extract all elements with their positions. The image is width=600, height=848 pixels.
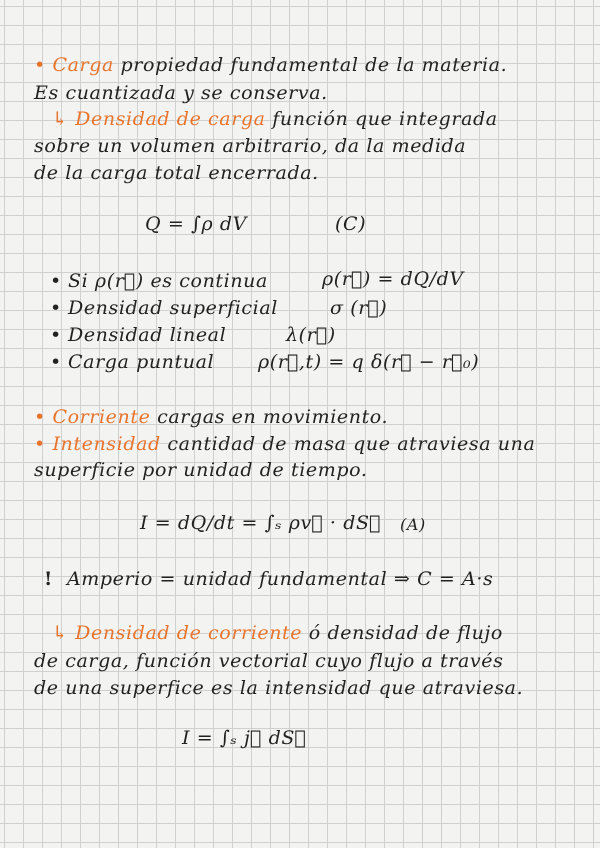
densidad-corriente-line-2 bbox=[34, 650, 503, 672]
carga-definition: propiedad fundamental de la materia. bbox=[113, 54, 508, 76]
densidad-corriente-line bbox=[52, 622, 503, 644]
bullet-dot-icon: • bbox=[50, 270, 62, 292]
bullet-math: ρ(r⃗) = dQ/dV bbox=[322, 268, 464, 290]
charge-formula bbox=[145, 213, 247, 235]
densidad-carga-line-2 bbox=[34, 135, 466, 157]
bullet-surface bbox=[50, 297, 278, 319]
bullet-dot-icon: • bbox=[50, 324, 62, 346]
bullet-dot-icon: • bbox=[50, 297, 62, 319]
densidad-corriente-text-3: de una superfice es la intensidad que atraviesa. bbox=[34, 677, 524, 699]
current-formula-text: I = dQ/dt = ∫ₛ ρv⃗ · dS⃗ bbox=[140, 512, 381, 534]
intensidad-line-2 bbox=[34, 459, 367, 481]
carga-term: • Carga bbox=[34, 54, 114, 76]
current-density-formula bbox=[182, 727, 306, 749]
carga-properties-line bbox=[34, 82, 328, 104]
current-formula bbox=[140, 512, 381, 534]
intensidad-text-2: superficie por unidad de tiempo. bbox=[34, 459, 368, 481]
densidad-carga-line-3 bbox=[34, 162, 319, 184]
amperio-note-text: Amperio = unidad fundamental ⇒ C = A·s bbox=[66, 568, 494, 590]
bullet-point-math bbox=[258, 351, 479, 373]
charge-formula-text: Q = ∫ρ dV bbox=[145, 213, 247, 235]
bullet-linear bbox=[50, 324, 226, 346]
corriente-term: • Corriente bbox=[34, 406, 151, 428]
corriente-definition: cargas en movimiento. bbox=[150, 406, 389, 428]
densidad-carga-definition: función que integrada bbox=[265, 108, 498, 130]
carga-definition-line bbox=[34, 54, 507, 76]
current-unit-text: (A) bbox=[400, 515, 426, 534]
charge-unit bbox=[335, 213, 366, 235]
bullet-continuous-math bbox=[322, 268, 464, 290]
bullet-continuous bbox=[50, 270, 268, 292]
bullet-point bbox=[50, 351, 214, 373]
bullet-surface-math bbox=[330, 297, 387, 319]
intensidad-term: • Intensidad bbox=[34, 433, 161, 455]
carga-properties: Es cuantizada y se conserva. bbox=[34, 82, 328, 104]
densidad-corriente-term: Densidad de corriente bbox=[75, 622, 303, 644]
current-unit bbox=[400, 515, 426, 534]
corriente-line bbox=[34, 406, 388, 428]
densidad-corriente-text-2: de carga, función vectorial cuyo flujo a través bbox=[34, 650, 504, 672]
bullet-linear-math bbox=[286, 324, 336, 346]
intensidad-definition: cantidad de masa que atraviesa una bbox=[160, 433, 536, 455]
densidad-carga-term: Densidad de carga bbox=[75, 108, 266, 130]
amperio-note bbox=[44, 568, 493, 590]
bullet-text: Densidad superficial bbox=[68, 297, 278, 319]
sub-arrow-icon: ↳ bbox=[52, 108, 69, 130]
densidad-corriente-definition: ó densidad de flujo bbox=[302, 622, 503, 644]
densidad-corriente-line-3 bbox=[34, 677, 523, 699]
bullet-text: Si ρ(r⃗) es continua bbox=[68, 270, 268, 292]
exclamation-icon: ! bbox=[44, 568, 53, 590]
densidad-carga-text-3: de la carga total encerrada. bbox=[34, 162, 319, 184]
charge-unit-text: (C) bbox=[335, 213, 367, 235]
densidad-carga-line bbox=[52, 108, 498, 130]
sub-arrow-icon: ↳ bbox=[52, 622, 69, 644]
bullet-math: σ (r⃗) bbox=[330, 297, 388, 319]
current-density-formula-text: I = ∫ₛ j⃗ dS⃗ bbox=[182, 727, 307, 749]
intensidad-line bbox=[34, 433, 535, 455]
bullet-math: ρ(r⃗,t) = q δ(r⃗ − r⃗₀) bbox=[258, 351, 480, 373]
bullet-text: Densidad lineal bbox=[68, 324, 227, 346]
bullet-text: Carga puntual bbox=[68, 351, 215, 373]
bullet-dot-icon: • bbox=[50, 351, 62, 373]
densidad-carga-text-2: sobre un volumen arbitrario, da la medida bbox=[34, 135, 467, 157]
bullet-math: λ(r⃗) bbox=[286, 324, 336, 346]
